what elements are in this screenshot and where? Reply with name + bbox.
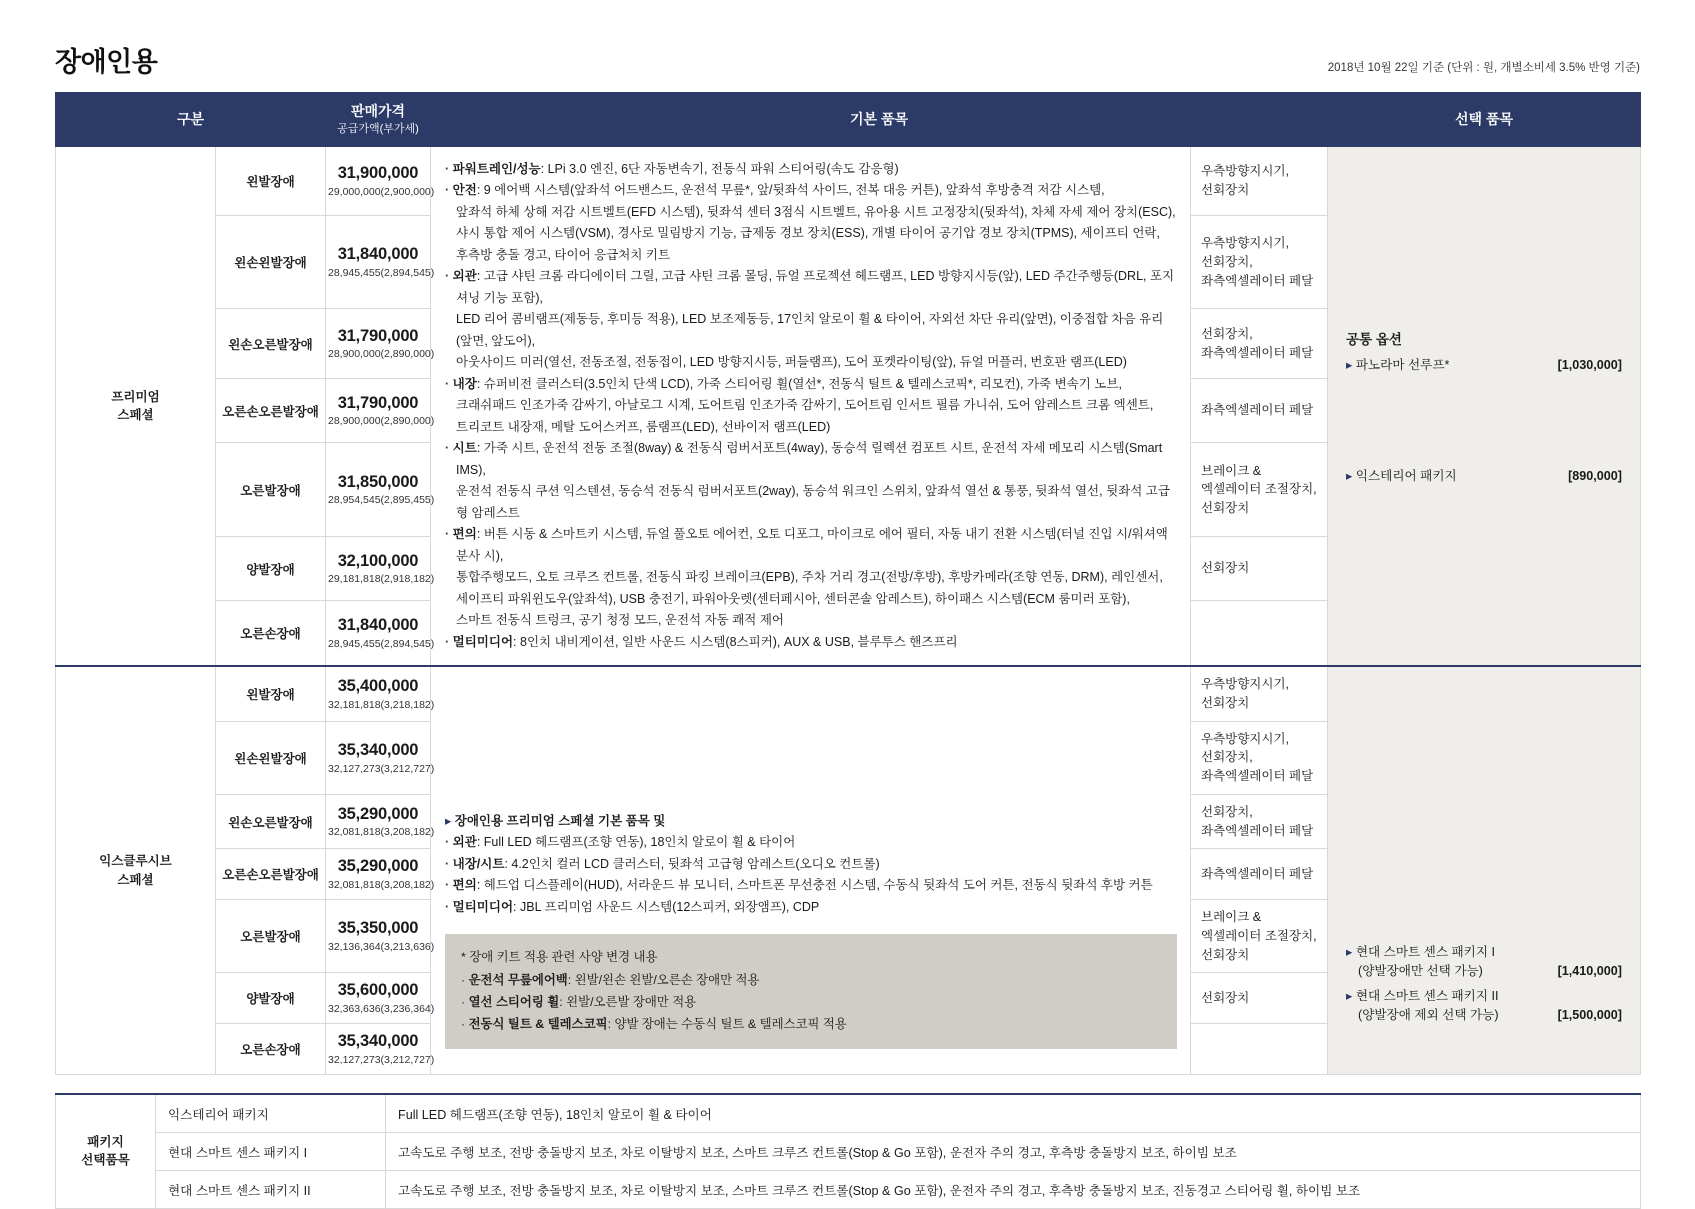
price-value: 35,290,000 — [337, 857, 419, 876]
driving-aid-option: 우측방향지시기, 선회장치, 좌측엑셀레이터 페달 — [1191, 721, 1328, 794]
price-value: 35,340,000 — [337, 1032, 419, 1051]
variant-label: 양발장애 — [216, 973, 326, 1024]
package-name: 현대 스마트 센스 패키지 II — [156, 1170, 386, 1208]
table-row — [56, 146, 1641, 215]
select-option-price: [890,000] — [1568, 468, 1622, 483]
driving-aid-option: 우측방향지시기, 선회장치 — [1191, 146, 1328, 215]
supply-value: 29,000,000(2,900,000) — [328, 185, 435, 198]
price-value: 35,600,000 — [337, 981, 419, 1000]
select-option-row[interactable]: ▸ 파노라마 선루프* [1,030,000] — [1346, 356, 1622, 375]
price-cell — [326, 216, 435, 309]
select-option-name: 파노라마 선루프* — [1355, 358, 1450, 373]
driving-aid-option: 우측방향지시기, 선회장치 — [1191, 666, 1328, 721]
trim-name-line1: 익스클루시브 — [99, 854, 172, 869]
trim-name-line2: 스페셜 — [117, 872, 154, 887]
col-header-select-items: 선택 품목 — [1328, 93, 1641, 147]
supply-value: 32,127,273(3,212,727) — [328, 762, 435, 775]
price-cell — [326, 1024, 435, 1075]
variant-label: 오른손오른발장애 — [216, 378, 326, 443]
price-cell — [326, 973, 435, 1024]
col-header-price-sub: 공급가액(부가세) — [337, 122, 419, 135]
supply-value: 29,181,818(2,918,182) — [328, 573, 435, 586]
price-table — [55, 92, 1641, 1075]
price-cell — [326, 378, 435, 443]
driving-aid-option: 브레이크 & 엑셀레이터 조절장치, 선회장치 — [1191, 443, 1328, 536]
driving-aid-option: 선회장치 — [1191, 536, 1328, 601]
select-option-name: 현대 스마트 센스 패키지 II — [1355, 988, 1499, 1003]
price-value: 32,100,000 — [337, 551, 419, 570]
base-item-line: · 파워트레인/성능: LPi 3.0 엔진, 6단 자동변속기, 전동식 파워 스티어링(속도 감응형) — [445, 161, 899, 176]
package-content: Full LED 헤드램프(조향 연동), 18인치 알로이 휠 & 타이어 — [386, 1094, 1641, 1133]
select-option-row[interactable]: ▸ 현대 스마트 센스 패키지 I (양발장애만 선택 가능) [1,410,000] — [1346, 943, 1622, 981]
driving-aid-option: 브레이크 & 엑셀레이터 조절장치, 선회장치 — [1191, 900, 1328, 973]
price-value: 35,400,000 — [337, 677, 419, 696]
variant-label: 왼발장애 — [216, 146, 326, 215]
base-item-line: · 편의: 버튼 시동 & 스마트키 시스템, 듀얼 풀오토 에어컨, 오토 디포그, 마이크로 에어 필터, 자동 내기 전환 시스템(터널 진입 시/워셔액 분사 시), 통합주행모드, 오토 크루즈 컨트롤, 전동식 파킹 브레이크(EPB), 주차 거리 경고(전방/후방), 후방카메라(조향 연동, DRM), 레인센서, 세이프티 파워윈도우(앞좌석), USB 충전기, 파워아웃렛(센터페시아, 센터콘솔 암레스트), 하이패스 시스템(ECM 룸미러 포함), 스마트 전동식 트렁크, 공기 청정 모드, 운전석 자동 쾌적 제어 — [445, 527, 1168, 628]
table-header-row — [56, 93, 1641, 147]
base-items-premium — [431, 146, 1191, 666]
supply-value: 32,081,818(3,208,182) — [328, 826, 435, 839]
col-header-price — [326, 93, 431, 147]
driving-aid-option: 좌측엑셀레이터 페달 — [1191, 378, 1328, 443]
select-items-premium — [1328, 146, 1641, 666]
base-item-line: · 편의: 헤드업 디스플레이(HUD), 서라운드 뷰 모니터, 스마트폰 무선충전 시스템, 수동식 뒷좌석 도어 커튼, 전동식 뒷좌석 후방 커튼 — [445, 878, 1153, 893]
supply-value: 28,945,455(2,894,545) — [328, 267, 435, 280]
select-option-row[interactable]: ▸ 현대 스마트 센스 패키지 II (양발장애 제외 선택 가능) [1,500,000] — [1346, 987, 1622, 1025]
base-items-exclusive — [431, 666, 1191, 1074]
header-note: 2018년 10월 22일 기준 (단위 : 원, 개별소비세 3.5% 반영 기준) — [1327, 62, 1640, 74]
base-items-intro: ▸ 장애인용 프리미엄 스페셜 기본 품목 및 — [445, 813, 666, 828]
variant-label: 오른발장애 — [216, 900, 326, 973]
select-option-name: 익스테리어 패키지 — [1355, 468, 1457, 483]
col-header-group: 구분 — [56, 93, 326, 147]
supply-value: 28,900,000(2,890,000) — [328, 348, 435, 361]
price-value: 35,350,000 — [337, 919, 419, 938]
select-option-price: [1,030,000] — [1557, 358, 1622, 373]
base-item-line: · 외관: Full LED 헤드램프(조향 연동), 18인치 알로이 휠 & 타이어 — [445, 835, 796, 850]
price-value: 35,290,000 — [337, 804, 419, 823]
driving-aid-option — [1191, 1024, 1328, 1075]
select-option-price: [1,500,000] — [1557, 1007, 1622, 1022]
supply-value: 28,954,545(2,895,455) — [328, 494, 435, 507]
price-cell — [326, 443, 435, 536]
variant-label: 오른발장애 — [216, 443, 326, 536]
base-item-line: · 안전: 9 에어백 시스템(앞좌석 어드밴스드, 운전석 무릎*, 앞/뒷좌석 사이드, 전복 대응 커튼), 앞좌석 후방충격 저감 시스템, 앞좌석 하체 상해 저감 시트벨트(EFD 시스템), 뒷좌석 센터 3점식 시트벨트, 유아용 시트 고정장치(뒷좌석), 차체 자세 제어 장치(ESC), 샤시 통합 제어 시스템(VSM), 경사로 밀림방지 기능, 급제동 경보 장치(ESS), 개별 타이어 공기압 경보 장치(TPMS), 세이프티 언락, 후측방 충돌 경고, 타이어 응급처치 키트 — [445, 183, 1176, 262]
supply-value: 32,081,818(3,208,182) — [328, 879, 435, 892]
note-line: · 운전석 무릎에어백: 왼발/왼손 왼발/오른손 장애만 적용 — [461, 972, 760, 987]
package-name: 현대 스마트 센스 패키지 I — [156, 1132, 386, 1170]
table-row — [56, 666, 1641, 721]
driving-aid-option: 선회장치, 좌측엑셀레이터 페달 — [1191, 794, 1328, 849]
base-item-line: · 멀티미디어: 8인치 내비게이션, 일반 사운드 시스템(8스피커), AUX & USB, 블루투스 핸즈프리 — [445, 634, 958, 649]
trim-name-exclusive — [56, 666, 216, 1074]
package-name: 익스테리어 패키지 — [156, 1094, 386, 1133]
variant-label: 오른손장애 — [216, 601, 326, 666]
base-item-line: · 내장/시트: 4.2인치 컬러 LCD 클러스터, 뒷좌석 고급형 암레스트(오디오 컨트롤) — [445, 856, 880, 871]
table-row — [56, 1132, 1641, 1170]
table-row — [56, 1170, 1641, 1208]
spec-change-note — [445, 934, 1177, 1048]
select-option-row[interactable]: ▸ 익스테리어 패키지 [890,000] — [1346, 467, 1622, 486]
package-content: 고속도로 주행 보조, 전방 충돌방지 보조, 차로 이탈방지 보조, 스마트 크루즈 컨트롤(Stop & Go 포함), 운전자 주의 경고, 후측방 충돌방지 보조, 진동경고 스티어링 휠, 하이빔 보조 — [386, 1170, 1641, 1208]
base-item-line: · 멀티미디어: JBL 프리미엄 사운드 시스템(12스피커, 외장앰프), CDP — [445, 899, 820, 914]
price-cell — [326, 794, 435, 849]
page-header — [55, 40, 1640, 92]
driving-aid-option: 좌측엑셀레이터 페달 — [1191, 849, 1328, 900]
supply-value: 32,181,818(3,218,182) — [328, 698, 435, 711]
select-items-exclusive — [1328, 666, 1641, 1074]
note-line: · 열선 스티어링 휠: 왼발/오른발 장애만 적용 — [461, 994, 697, 1009]
package-table-head — [56, 1094, 156, 1209]
supply-value: 32,136,364(3,213,636) — [328, 941, 435, 954]
base-item-line: · 내장: 슈퍼비전 클러스터(3.5인치 단색 LCD), 가죽 스티어링 휠(열선*, 전동식 틸트 & 텔레스코픽*, 리모컨), 가죽 변속기 노브, 크래쉬패드 인조가죽 감싸기, 아날로그 시계, 도어트림 인조가죽 감싸기, 도어트림 인서트 필름 가니쉬, 도어 암레스트 크롬 엑센트, 트리코트 내장재, 메탈 도어스커프, 룸램프(LED), 선바이저 램프(LED) — [445, 376, 1154, 434]
supply-value: 28,945,455(2,894,545) — [328, 638, 435, 651]
price-cell — [326, 666, 435, 721]
price-cell — [326, 601, 435, 666]
supply-value: 32,363,636(3,236,364) — [328, 1003, 435, 1016]
variant-label: 오른손오른발장애 — [216, 849, 326, 900]
price-cell — [326, 146, 435, 215]
price-cell — [326, 721, 435, 794]
note-line: · 전동식 틸트 & 텔레스코픽: 양발 장애는 수동식 틸트 & 텔레스코픽 적용 — [461, 1017, 847, 1032]
page-title: 장애인용 — [55, 47, 158, 77]
trim-name-line2: 스페셜 — [117, 407, 154, 422]
supply-value: 32,127,273(3,212,727) — [328, 1053, 435, 1066]
package-content: 고속도로 주행 보조, 전방 충돌방지 보조, 차로 이탈방지 보조, 스마트 크루즈 컨트롤(Stop & Go 포함), 운전자 주의 경고, 후측방 충돌방지 보조, 하이빔 보조 — [386, 1132, 1641, 1170]
price-cell — [326, 900, 435, 973]
price-value: 31,790,000 — [337, 326, 419, 345]
select-option-price: [1,410,000] — [1557, 963, 1622, 978]
package-option-table — [55, 1093, 1641, 1209]
driving-aid-option — [1191, 601, 1328, 666]
select-option-name: 현대 스마트 센스 패키지 I — [1355, 944, 1495, 959]
driving-aid-option: 우측방향지시기, 선회장치, 좌측엑셀레이터 페달 — [1191, 216, 1328, 309]
col-header-price-main: 판매가격 — [350, 103, 406, 119]
variant-label: 왼손왼발장애 — [216, 216, 326, 309]
col-header-base-items: 기본 품목 — [431, 93, 1328, 147]
base-item-line: · 외관: 고급 샤틴 크롬 라디에이터 그릴, 고급 샤틴 크롬 몰딩, 듀얼 프로젝션 헤드램프, LED 방향지시등(앞), LED 주간주행등(DRL, 포지셔닝 기능 포함), LED 리어 콤비램프(제동등, 후미등 적용), LED 보조제동등, 17인치 알로이 휠 & 타이어, 자외선 차단 유리(앞면), 이중접합 차음 유리(앞면, 앞도어), 아웃사이드 미러(열선, 전동조절, 전동접이, LED 방향지시등, 퍼들램프), 도어 포켓라이팅(앞), 듀얼 머플러, 번호판 램프(LED) — [445, 269, 1175, 370]
select-option-sub: (양발장애만 선택 가능) — [1358, 963, 1483, 978]
price-cell — [326, 849, 435, 900]
select-option-sub: (양발장애 제외 선택 가능) — [1358, 1007, 1499, 1022]
variant-label: 오른손장애 — [216, 1024, 326, 1075]
price-cell — [326, 536, 435, 601]
price-value: 31,840,000 — [337, 245, 419, 264]
price-value: 31,900,000 — [337, 164, 419, 183]
variant-label: 왼손왼발장애 — [216, 721, 326, 794]
base-item-line: · 시트: 가죽 시트, 운전석 전동 조절(8way) & 전동식 럼버서포트(4way), 동승석 릴렉션 컴포트 시트, 운전석 자세 메모리 시스템(Smart IMS), 운전석 전동식 쿠션 익스텐션, 동승석 전동식 럼버서포트(2way), 동승석 워크인 스위치, 앞좌석 열선 & 통풍, 뒷좌석 열선, 뒷좌석 고급형 암레스트 — [445, 441, 1170, 520]
supply-value: 28,900,000(2,890,000) — [328, 415, 435, 428]
common-option-title: 공통 옵션 — [1346, 332, 1402, 348]
note-title: * 장애 키트 적용 관련 사양 변경 내용 — [461, 950, 658, 965]
trim-name-premium — [56, 146, 216, 666]
package-head-line1: 패키지 — [87, 1135, 124, 1150]
package-head-line2: 선택품목 — [81, 1153, 130, 1168]
trim-name-line1: 프리미엄 — [111, 389, 160, 404]
price-cell — [326, 309, 435, 378]
price-value: 35,340,000 — [337, 740, 419, 759]
price-value: 31,850,000 — [337, 472, 419, 491]
variant-label: 왼발장애 — [216, 666, 326, 721]
driving-aid-option: 선회장치, 좌측엑셀레이터 페달 — [1191, 309, 1328, 378]
price-value: 31,840,000 — [337, 616, 419, 635]
variant-label: 왼손오른발장애 — [216, 794, 326, 849]
driving-aid-option: 선회장치 — [1191, 973, 1328, 1024]
variant-label: 왼손오른발장애 — [216, 309, 326, 378]
variant-label: 양발장애 — [216, 536, 326, 601]
table-row — [56, 1094, 1641, 1133]
price-value: 31,790,000 — [337, 393, 419, 412]
